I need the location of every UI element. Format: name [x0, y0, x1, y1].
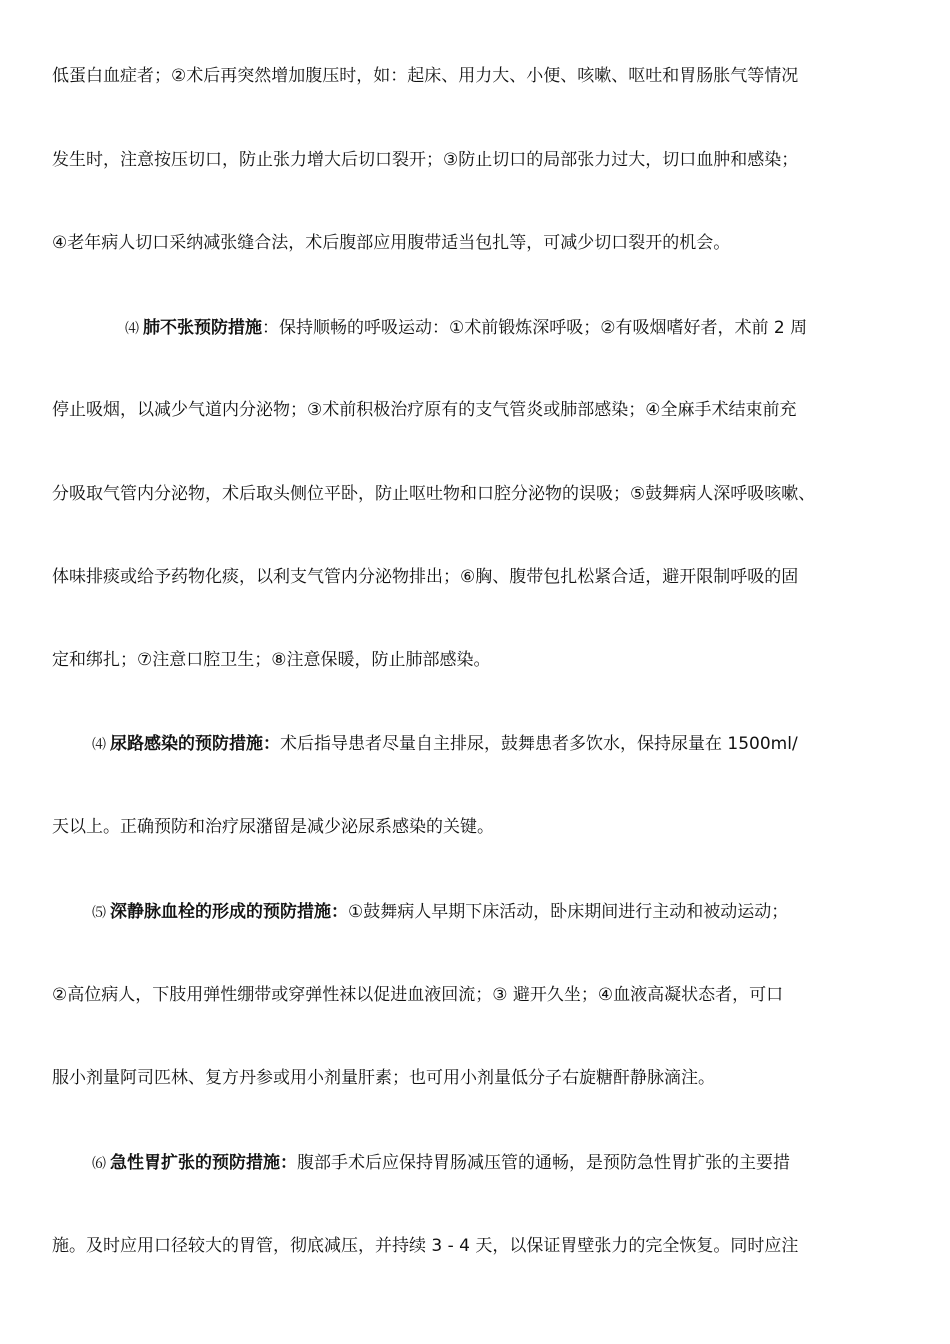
text-line-15: 施。及时应用口径较大的胃管，彻底减压，并持续 3 - 4 天，以保证胃壁张力的完全恢复。同时应注	[52, 1236, 799, 1256]
section-number: ⑸	[92, 905, 106, 921]
text-line-7: 体味排痰或给予药物化痰，以利支气管内分泌物排出；⑥胸、腹带包扎松紧合适，避开限制呼吸的固	[52, 567, 799, 587]
section-text: 腹部手术后应保持胃肠减压管的通畅，是预防急性胃扩张的主要措	[297, 1153, 790, 1173]
section-text: 术后指导患者尽量自主排尿，鼓舞患者多饮水，保持尿量在 1500ml/	[280, 734, 798, 754]
text-line-6: 分吸取气管内分泌物，术后取头侧位平卧，防止呕吐物和口腔分泌物的误吸；⑤鼓舞病人深呼吸咳嗽、	[52, 484, 816, 504]
text-line-8: 定和绑扎；⑦注意口腔卫生；⑧注意保暖，防止肺部感染。	[52, 650, 491, 670]
text-line-2: 发生时，注意按压切口，防止张力增大后切口裂开；③防止切口的局部张力过大，切口血肿和感染；	[52, 150, 799, 170]
section-number: ⑹	[92, 1156, 106, 1172]
section-title: 尿路感染的预防措施：	[110, 734, 280, 754]
section-heading-atelectasis	[125, 316, 935, 341]
text-line-10: 天以上。正确预防和治疗尿潴留是减少泌尿系感染的关键。	[52, 817, 494, 837]
section-text: ：保持顺畅的呼吸运动：①术前锻炼深呼吸；②有吸烟嗜好者，术前 2 周	[262, 318, 808, 338]
text-line-13: 服小剂量阿司匹林、复方丹参或用小剂量肝素；也可用小剂量低分子右旋糖酐静脉滴注。	[52, 1068, 715, 1088]
section-number: ⑷	[125, 321, 139, 337]
section-title: 深静脉血栓的形成的预防措施：	[110, 902, 348, 922]
section-number: ⑷	[92, 737, 106, 753]
text-line-1: 低蛋白血症者；②术后再突然增加腹压时，如：起床、用力大、小便、咳嗽、呕吐和胃肠胀气等情况	[52, 66, 799, 86]
section-heading-dvt	[92, 900, 932, 925]
section-title: 急性胃扩张的预防措施：	[110, 1153, 297, 1173]
section-heading-urinary-infection	[92, 732, 932, 757]
section-text: ①鼓舞病人早期下床活动，卧床期间进行主动和被动运动；	[348, 902, 789, 922]
text-line-3: ④老年病人切口采纳减张缝合法，术后腹部应用腹带适当包扎等，可减少切口裂开的机会。	[52, 233, 731, 253]
text-line-12: ②高位病人，下肢用弹性绷带或穿弹性袜以促进血液回流；③ 避开久坐；④血液高凝状态者，可口	[52, 985, 784, 1005]
text-line-5: 停止吸烟，以减少气道内分泌物；③术前积极治疗原有的支气管炎或肺部感染；④全麻手术结束前充	[52, 400, 797, 420]
section-title: 肺不张预防措施	[143, 318, 262, 338]
section-heading-gastric-dilation	[92, 1151, 932, 1176]
